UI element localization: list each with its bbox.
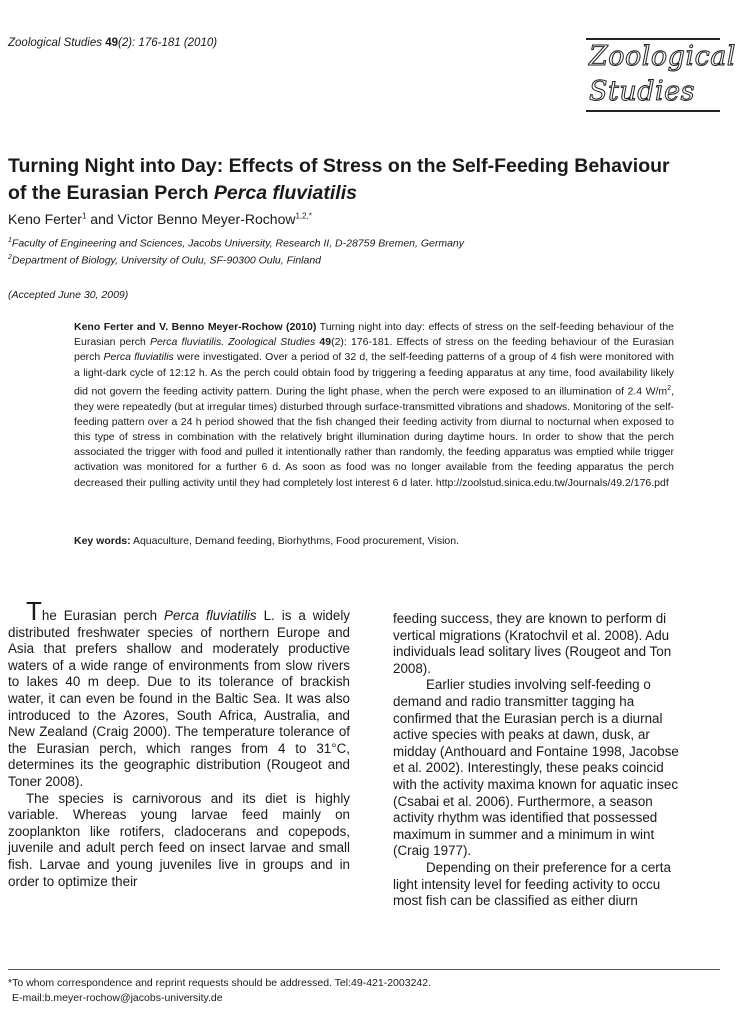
logo-rule-top bbox=[586, 38, 720, 40]
author-2: and Victor Benno Meyer-Rochow bbox=[86, 211, 296, 227]
author-1-sup: 1 bbox=[81, 211, 87, 221]
right-line: light intensity level for feeding activity to occu bbox=[393, 876, 661, 892]
abstract bbox=[74, 320, 674, 491]
footnote-correspondence: *To whom correspondence and reprint requests should be addressed. Tel:49-421-2003242. bbox=[8, 977, 431, 989]
right-line: midday (Anthouard and Fontaine 1998, Jacobse bbox=[393, 743, 679, 759]
title-line-1: Turning Night into Day: Effects of Stress on the Self-Feeding Behaviour bbox=[8, 155, 670, 177]
journal-logo bbox=[586, 38, 736, 116]
affiliation-1-sup: 1 bbox=[8, 237, 12, 244]
right-line: active species with peaks at dawn, dusk, ar bbox=[393, 727, 650, 743]
right-line: feeding success, they are known to perform di bbox=[393, 611, 667, 626]
affiliation-1-text: Faculty of Engineering and Sciences, Jacobs University, Research II, D-28759 Bremen, Germany bbox=[11, 237, 465, 250]
keywords bbox=[74, 535, 459, 547]
logo-rule-bottom bbox=[586, 110, 720, 112]
issue-pages: (2): 176-181 (2010) bbox=[117, 37, 218, 49]
paper-title bbox=[8, 153, 720, 207]
body-p1-b: L. is a widely distributed freshwater species of northern Europe and Asia that prefers shallow and moderately productive waters of a wide range of environments from slow rivers to lakes 40 m deep. Due to its tolerance of brackish water, it can even be found in the Baltic Sea. It was also introduced to the Azores, South Africa, Australia, and New Zealand (Craig 2000). The temperature tolerance of the Eurasian perch, which ranges from 4 to 31°C, determines its the geographic distribution (Rougeot and Toner 2008). bbox=[8, 608, 350, 789]
running-head bbox=[8, 37, 217, 49]
footnote-divider bbox=[8, 969, 720, 970]
abstract-citation-authors: Keno Ferter and V. Benno Meyer-Rochow (2010) bbox=[74, 321, 317, 333]
affiliation-1 bbox=[8, 237, 464, 250]
body-paragraph-1 bbox=[8, 596, 350, 791]
right-line: (Craig 1977). bbox=[393, 843, 472, 859]
logo-word-2: Studies bbox=[589, 76, 695, 107]
right-line: demand and radio transmitter tagging ha bbox=[393, 693, 635, 709]
right-line: 2008). bbox=[393, 660, 431, 676]
right-line: Earlier studies involving self-feeding o bbox=[426, 677, 651, 693]
right-line: with the activity maxima known for aquatic insec bbox=[393, 776, 679, 792]
right-line: maximum in summer and a minimum in wint bbox=[393, 826, 655, 842]
keywords-label: Key words: bbox=[74, 535, 131, 547]
abstract-text-4: , they were repeatedly (but at irregular times) disturbed through surface-transmitted vibrations and shadows. Monitoring of the self-feeding pattern over a 24 h period showed that the fish changed their feeding activity from diurnal to nocturnal when exposed to this type of stress in combination with the relatively bright illumination during daytime hours. In order to show that the perch associated the trigger with food and pulled it intentionally rather than randomly, the feeding apparatus was emptied while trigger activation was monitored for a further 6 d. As soon as food was no longer available from the feeding apparatus the perch decreased their pulling activity until they had completely lost interest 6 d later. http://zoolstud.sinica.edu.tw/Journals/49.2/176.pdf bbox=[74, 385, 674, 489]
abstract-volume: 49 bbox=[315, 336, 332, 349]
right-line: (Csabai et al. 2006). Furthermore, a season bbox=[393, 793, 653, 809]
drop-cap: T bbox=[26, 596, 42, 626]
abstract-species-1: Perca fluviatilis. bbox=[149, 336, 225, 349]
affiliation-2 bbox=[8, 254, 321, 267]
keywords-text: Aquaculture, Demand feeding, Biorhythms, Food procurement, Vision. bbox=[130, 535, 460, 547]
right-line: confirmed that the Eurasian perch is a diurnal bbox=[393, 710, 663, 726]
right-line: activity rhythm was identified that possessed bbox=[393, 810, 658, 826]
volume: 49 bbox=[105, 37, 118, 49]
abstract-species-2: Perca fluviatilis bbox=[103, 351, 174, 364]
author-1: Keno Ferter bbox=[8, 211, 82, 227]
footnote-email: E-mail:b.meyer-rochow@jacobs-university.de bbox=[12, 992, 223, 1004]
abstract-sup: 2 bbox=[667, 384, 672, 392]
accepted-date: (Accepted June 30, 2009) bbox=[8, 289, 129, 301]
body-p1-a: he Eurasian perch bbox=[41, 608, 165, 623]
title-line-2-text: of the Eurasian Perch bbox=[8, 182, 214, 204]
title-species: Perca fluviatilis bbox=[213, 182, 357, 204]
body-p1-species: Perca fluviatilis bbox=[164, 608, 257, 623]
abstract-text-3: were investigated. Over a period of 32 d, the self-feeding patterns of a group of 4 fish were monitored with a light-dark cycle of 12:12 h. As the perch could obtain food by triggering a feeding apparatus at any time, food availability likely did not govern the feeding activity pattern. During the light phase, when the perch were exposed to an illumination of 2.4 W/m bbox=[74, 351, 674, 398]
right-line: Depending on their preference for a certa bbox=[426, 859, 671, 875]
right-line: et al. 2002). Interestingly, these peaks coincid bbox=[393, 760, 664, 776]
author-2-sup: 1,2,* bbox=[295, 211, 312, 221]
affiliation-2-sup: 2 bbox=[8, 254, 12, 261]
abstract-journal: Zoological Studies bbox=[228, 336, 316, 349]
title-line-2 bbox=[8, 180, 720, 207]
abstract-text-2: (2): 176-181. Effects of stress on the feeding behaviour of the Eurasian perch bbox=[74, 336, 674, 364]
body-column-right bbox=[393, 611, 720, 910]
author-list bbox=[8, 211, 312, 227]
right-line: most fish can be classified as either diurn bbox=[393, 893, 638, 909]
right-line: vertical migrations (Kratochvil et al. 2008). Adu bbox=[393, 627, 670, 643]
journal-name: Zoological Studies bbox=[8, 37, 102, 49]
body-column-left bbox=[8, 596, 350, 890]
affiliation-2-text: Department of Biology, University of Oulu, SF-90300 Oulu, Finland bbox=[11, 254, 322, 267]
abstract-text-1: Turning night into day: effects of stress on the self-feeding behaviour of the Eurasian perch bbox=[74, 321, 674, 349]
logo-word-1: Zoological bbox=[589, 41, 736, 72]
right-line: individuals lead solitary lives (Rougeot and Ton bbox=[393, 644, 672, 660]
body-paragraph-2: The species is carnivorous and its diet is highly variable. Whereas young larvae feed mainly on zooplankton like rotifers, cladocerans and copepods, juvenile and adult perch feed on insect larvae and small fish. Larvae and young juveniles live in groups and in order to optimize their bbox=[8, 790, 350, 889]
